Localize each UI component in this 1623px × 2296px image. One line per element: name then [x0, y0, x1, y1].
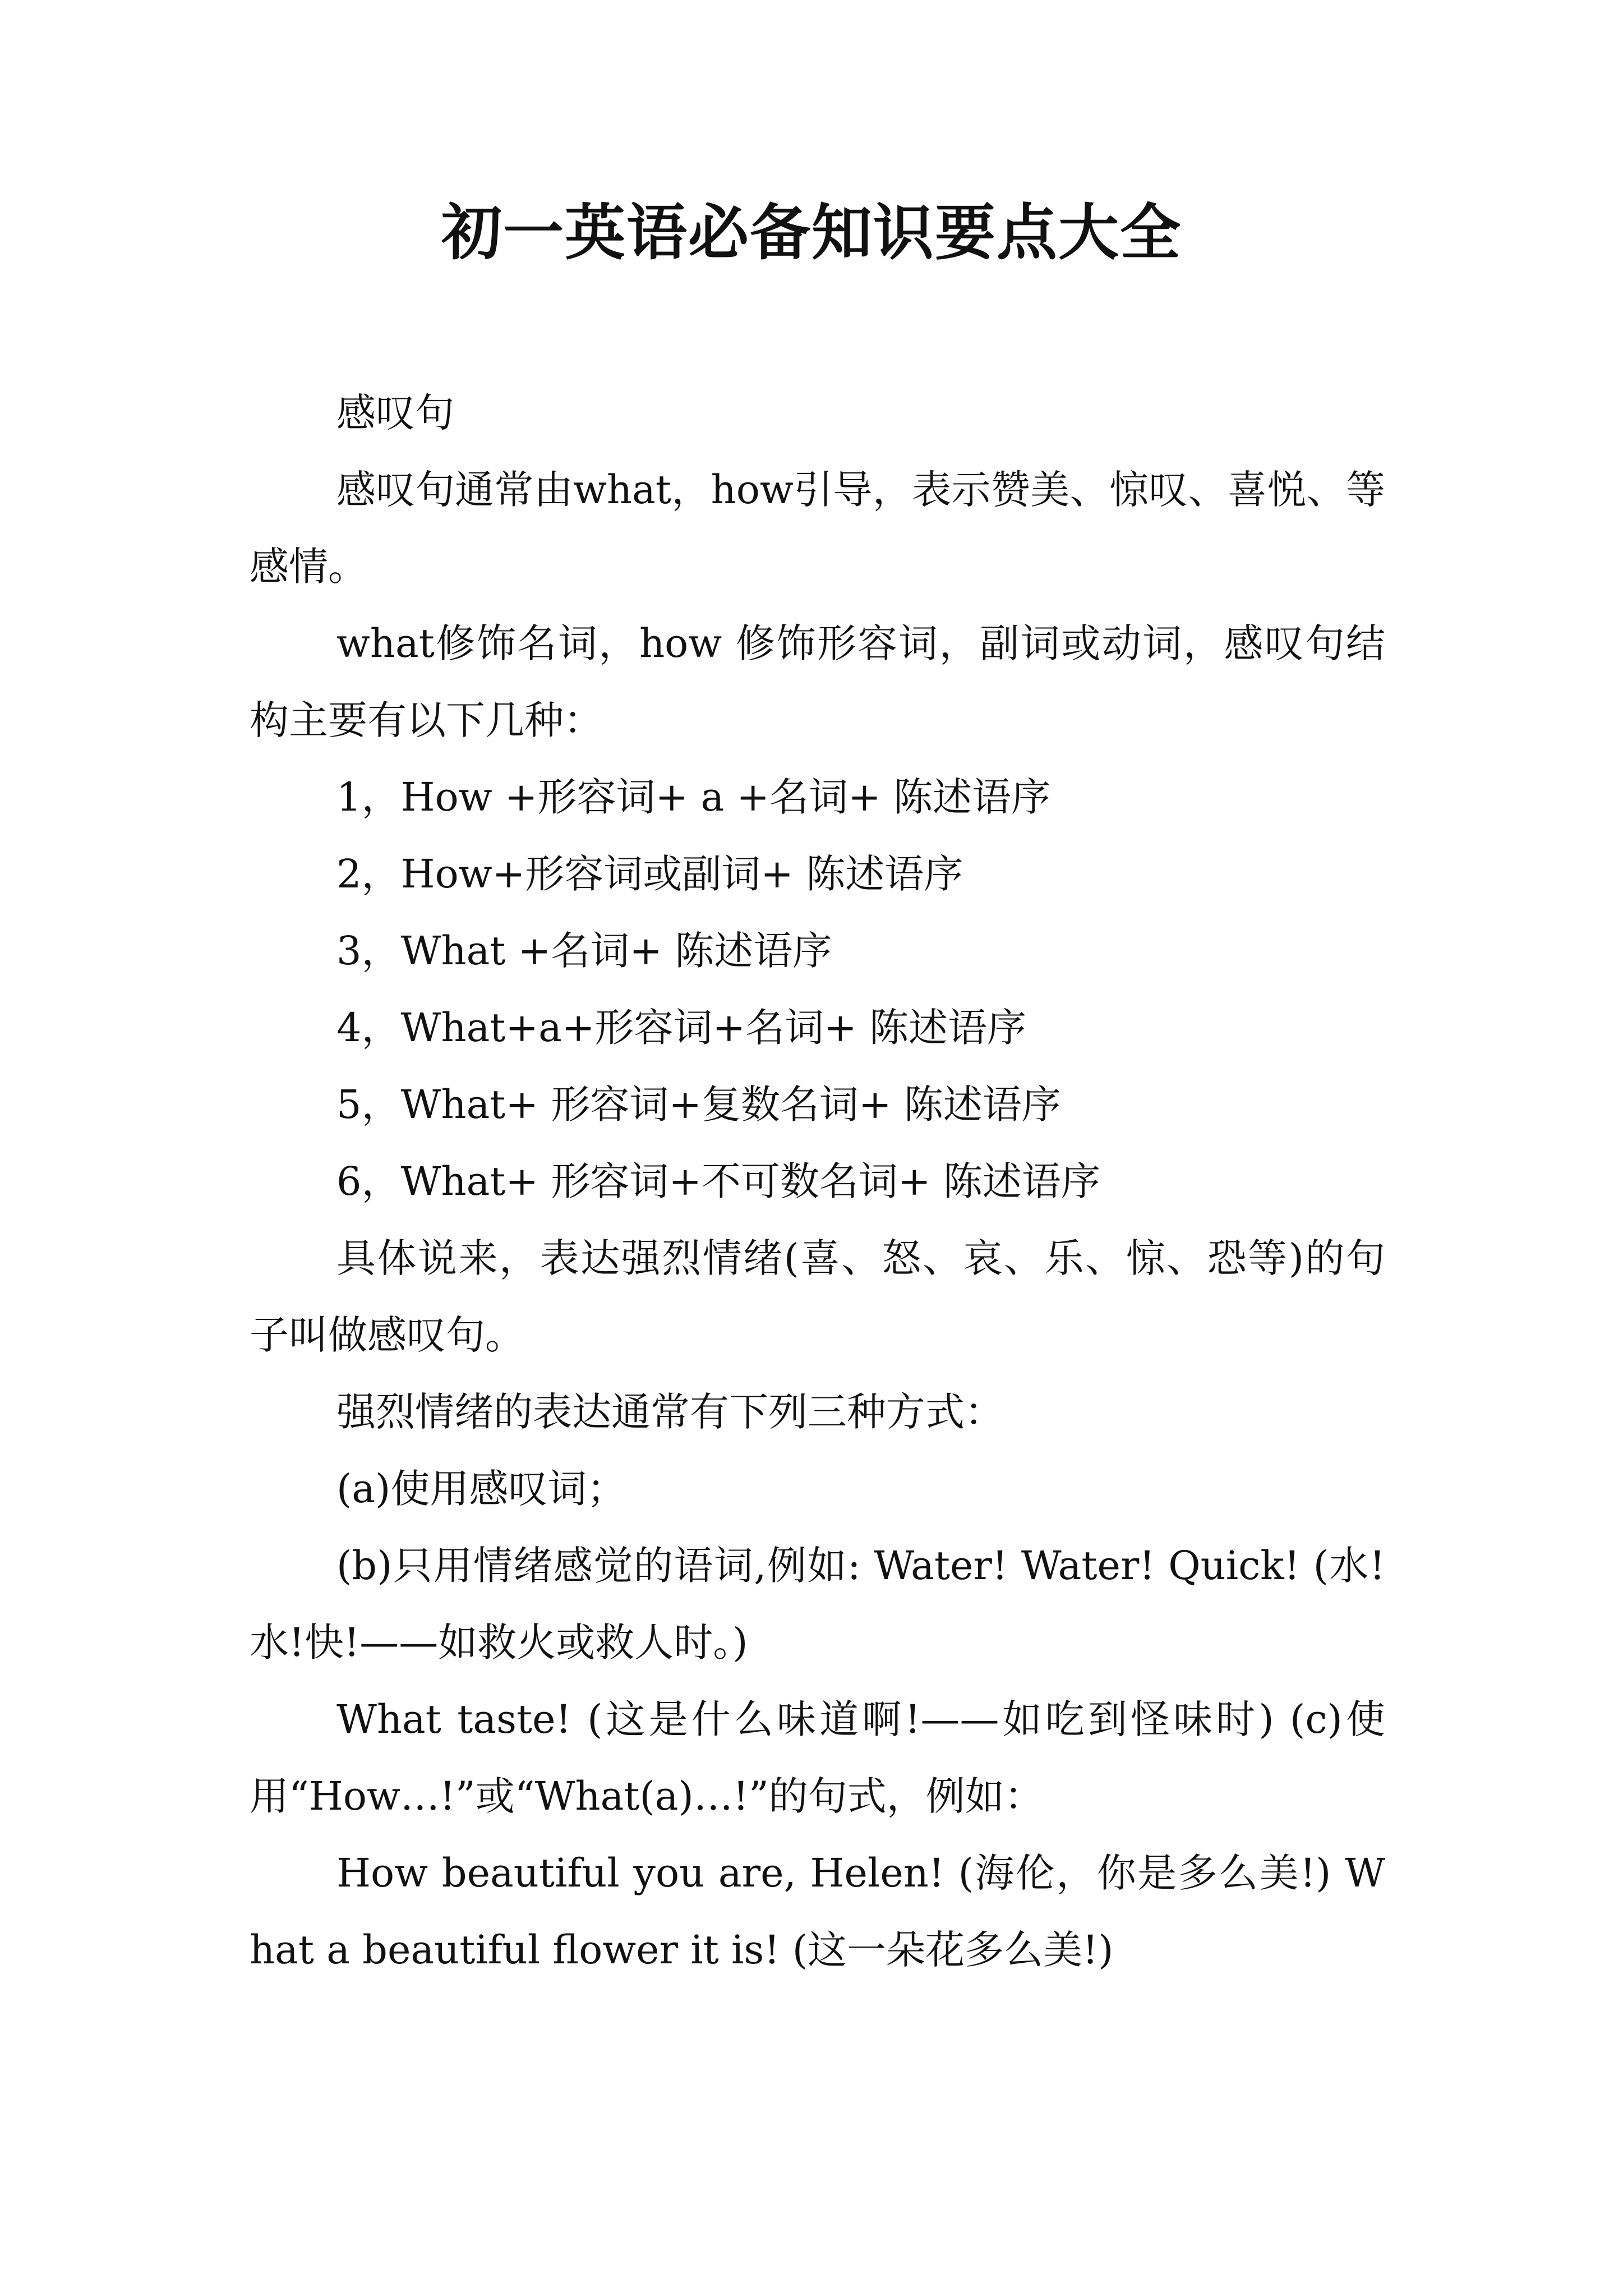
list-item-5: 5，What+ 形容词+复数名词+ 陈述语序 [336, 1082, 1061, 1128]
list-item-1: 1，How +形容词+ a +名词+ 陈述语序 [336, 774, 1050, 820]
list-item-4: 4，What+a+形容词+名词+ 陈述语序 [336, 1005, 1027, 1051]
document-title: 初一英语必备知识要点大全 [441, 197, 1182, 268]
list-item-2: 2，How+形容词或副词+ 陈述语序 [336, 851, 963, 897]
list-item-3: 3，What +名词+ 陈述语序 [336, 928, 832, 974]
paragraph-structure: what修饰名词，how 修饰形容词，副词或动词，感叹句结构主要有以下几种： [250, 620, 1385, 743]
method-c-example: How beautiful you are, Helen! (海伦，你是多么美!) What a beautiful flower it is! (这一朵花多么美!) [250, 1850, 1385, 1973]
section-heading: 感叹句 [336, 390, 454, 436]
paragraph-methods: 强烈情绪的表达通常有下列三种方式： [336, 1389, 1004, 1435]
document-body [250, 375, 1385, 1989]
method-a: (a)使用感叹词； [336, 1466, 626, 1512]
method-b: (b)只用情绪感觉的语词,例如: Water! Water! Quick! (水!水!快!——如救火或救人时。) [250, 1543, 1385, 1665]
method-b-example: What taste! (这是什么味道啊!——如吃到怪味时) (c)使用“How…!”或“What(a)…!”的句式，例如： [250, 1696, 1385, 1819]
paragraph-definition: 具体说来，表达强烈情绪(喜、怒、哀、乐、惊、恐等)的句子叫做感叹句。 [250, 1235, 1385, 1358]
list-item-6: 6，What+ 形容词+不可数名词+ 陈述语序 [336, 1158, 1100, 1204]
paragraph-intro: 感叹句通常由what，how引导，表示赞美、惊叹、喜悦、等感情。 [250, 467, 1385, 590]
